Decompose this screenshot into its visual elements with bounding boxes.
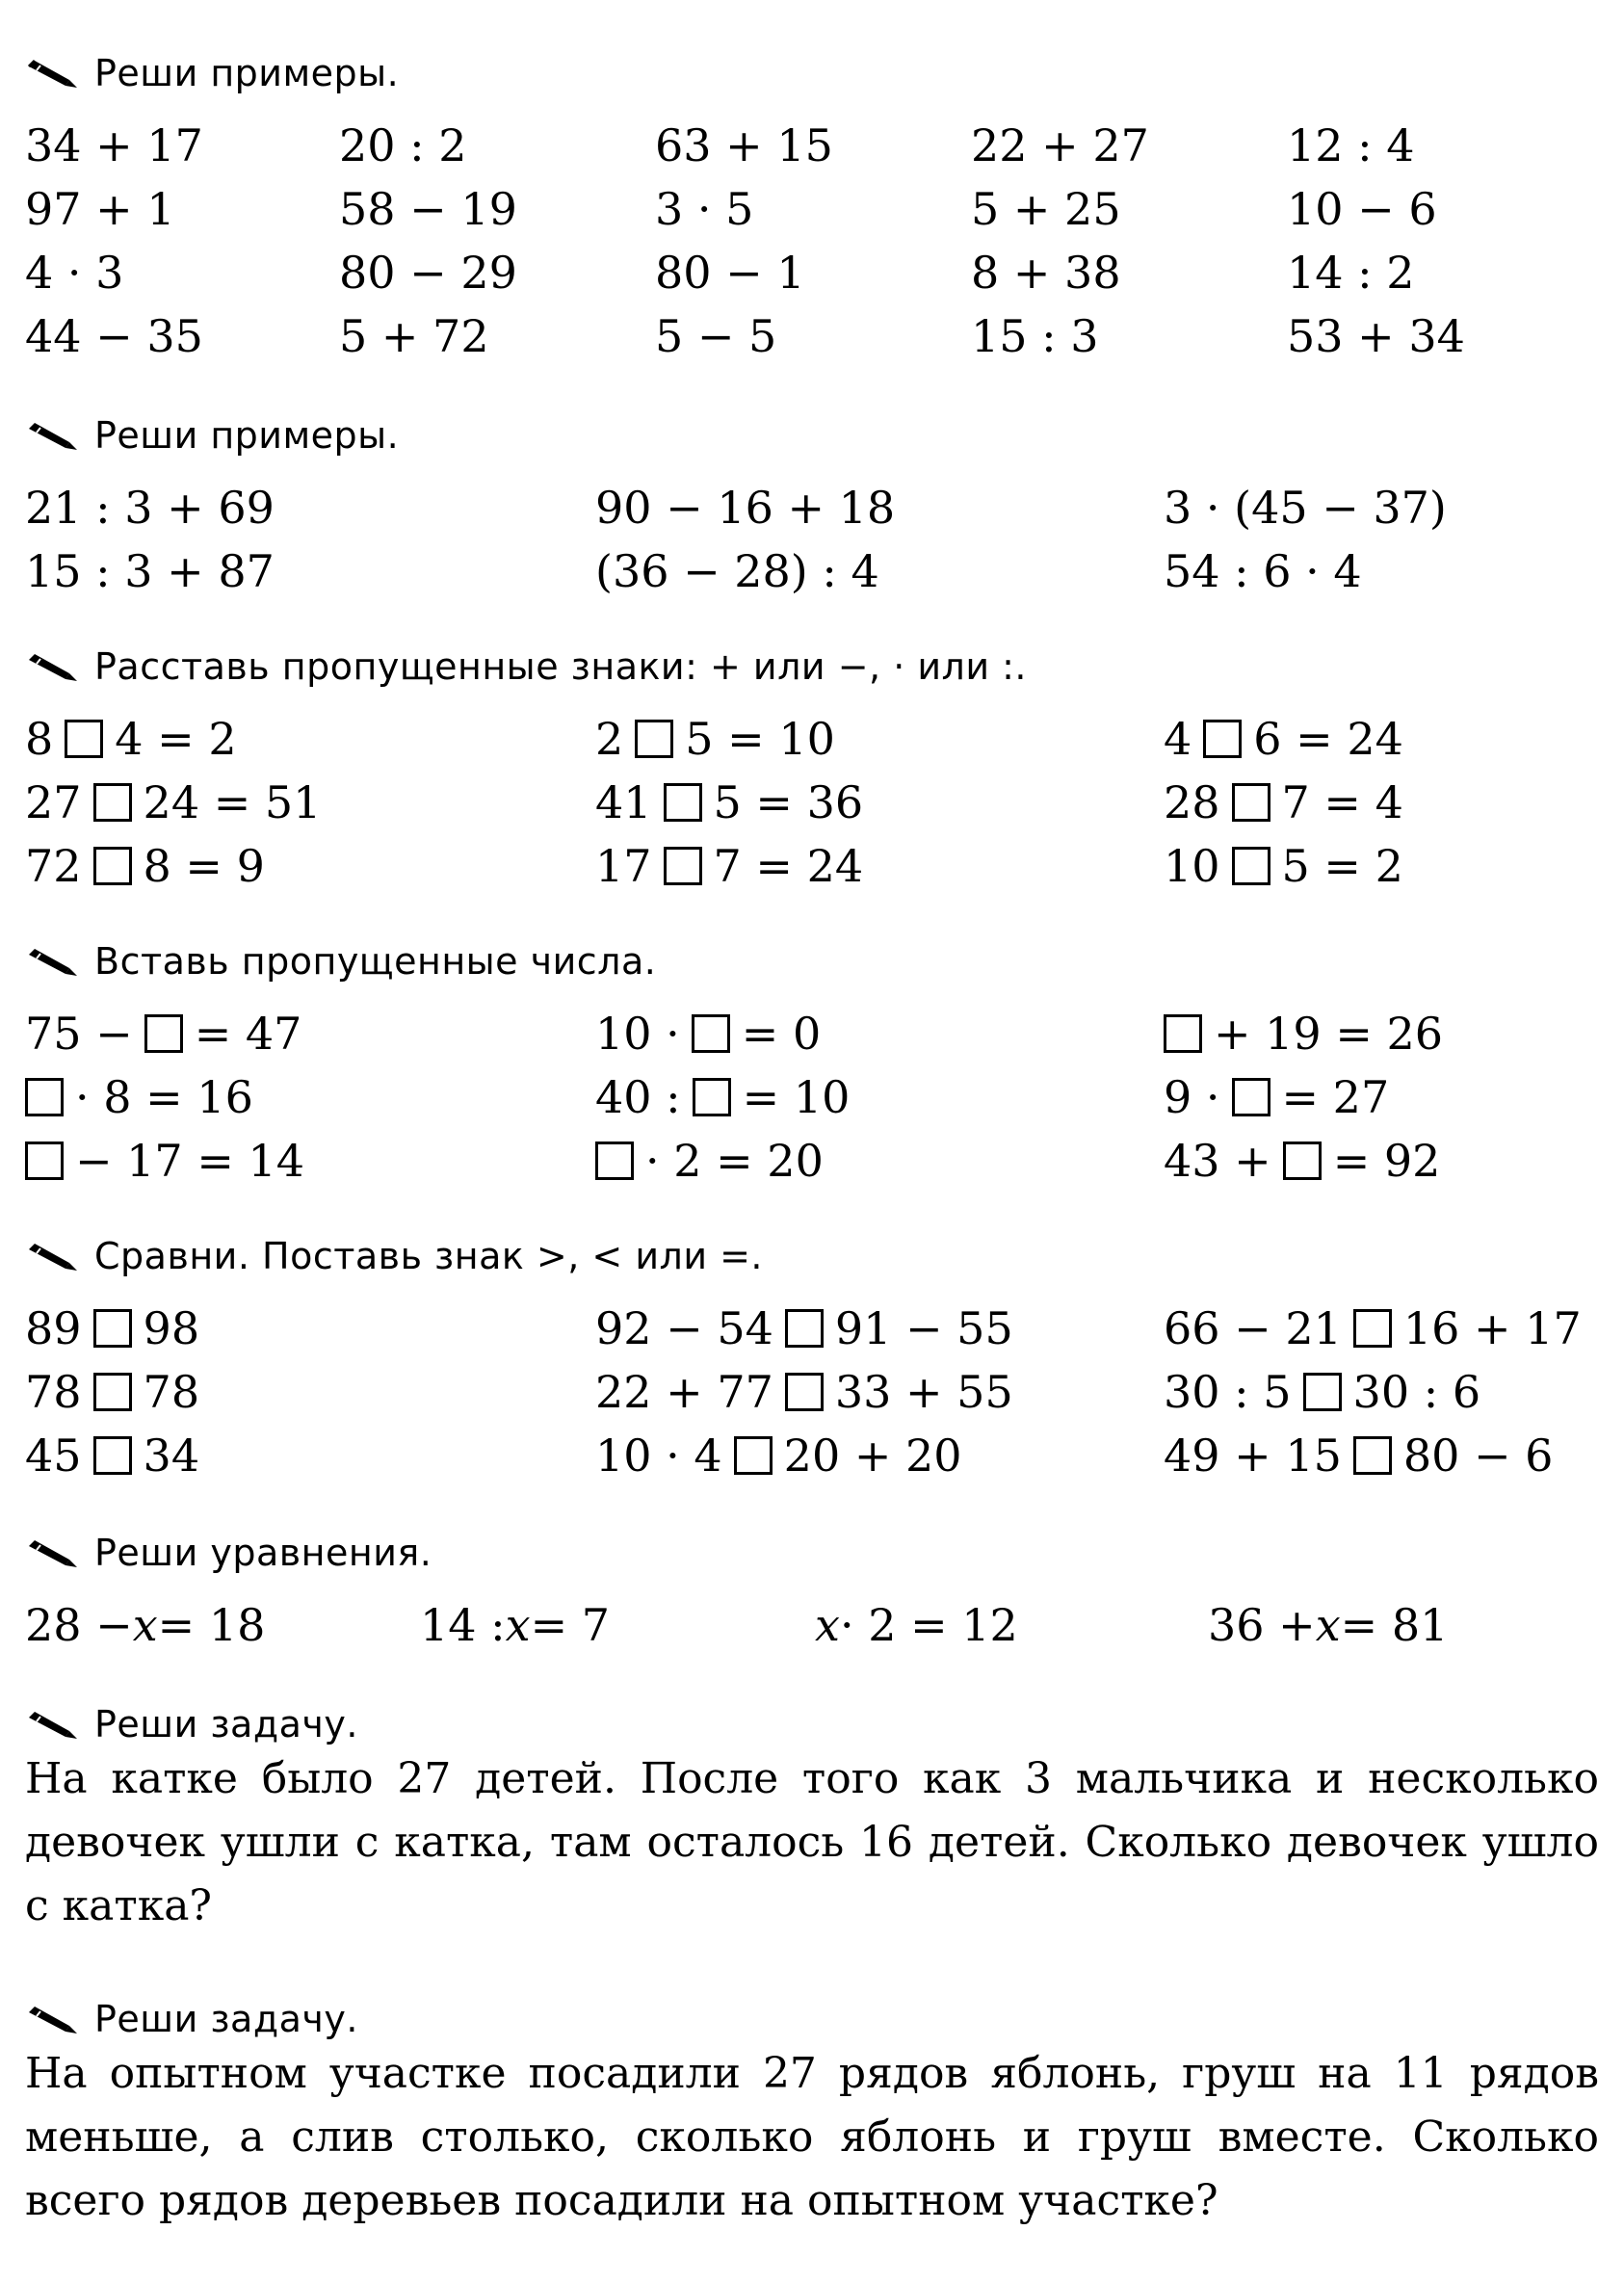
answer-box[interactable] [1203, 720, 1242, 758]
variable-x: x [1315, 1599, 1341, 1651]
sign-exercise [25, 707, 237, 771]
compare-exercise: 66 − 21 16 + 17 [1164, 1302, 1582, 1354]
section-heading-text: Реши уравнения. [94, 1532, 432, 1574]
section-heading-text: Вставь пропущенные числа. [94, 940, 657, 983]
pencil-icon [25, 1708, 81, 1741]
answer-box[interactable] [664, 783, 702, 822]
left-operand: 2 [595, 713, 624, 765]
answer-box[interactable] [93, 1373, 132, 1411]
example-expression: 3 · (45 − 37) [1164, 482, 1447, 534]
section-heading-text: Расставь пропущенные знаки: + или −, · или :. [94, 645, 1027, 688]
example-expression: 53 + 34 [1287, 310, 1465, 362]
answer-box[interactable] [144, 1014, 183, 1053]
answer-box[interactable] [1164, 1014, 1202, 1053]
right-part: 8 = 9 [143, 840, 265, 892]
left-operand: 4 [1164, 713, 1192, 765]
example-expression: 80 − 29 [339, 247, 517, 299]
example-expression: 5 + 72 [339, 310, 489, 362]
example-expression: 22 + 27 [971, 119, 1149, 171]
example-expression: 97 + 1 [25, 183, 175, 235]
section-heading-text: Реши примеры. [94, 414, 400, 457]
example-expression: 54 : 6 · 4 [1164, 545, 1362, 597]
right-part: 4 = 2 [115, 713, 237, 765]
example-expression: 3 · 5 [655, 183, 754, 235]
answer-box[interactable] [65, 720, 103, 758]
example-expression: 34 + 17 [25, 119, 203, 171]
sign-exercise [1164, 707, 1403, 771]
section-heading [25, 46, 399, 100]
example-expression: 4 · 3 [25, 247, 124, 299]
example-expression: 14 : 2 [1287, 247, 1415, 299]
section-heading [25, 1526, 432, 1580]
example-expression: 5 + 25 [971, 183, 1121, 235]
right-part: 6 = 24 [1253, 713, 1403, 765]
compare-exercise: 45 34 [25, 1430, 200, 1482]
section-heading [25, 1229, 763, 1283]
example-expression: 15 : 3 [971, 310, 1099, 362]
answer-box[interactable] [785, 1373, 824, 1411]
answer-box[interactable] [693, 1078, 731, 1116]
answer-box[interactable] [1353, 1436, 1392, 1475]
section-heading [25, 934, 656, 988]
compare-exercise: 78 78 [25, 1366, 200, 1418]
missing-number-exercise: 75 − = 47 [25, 1008, 302, 1060]
answer-box[interactable] [734, 1436, 773, 1475]
right-part: 24 = 51 [143, 776, 322, 828]
section-heading [25, 640, 1027, 694]
answer-box[interactable] [93, 847, 132, 885]
answer-box[interactable] [93, 1309, 132, 1348]
example-expression: 58 − 19 [339, 183, 517, 235]
word-problem-text: На опытном участке посадили 27 рядов яблонь, груш на 11 рядов меньше, а слив столько, сколько яблонь и груш вместе. Сколько всего рядов деревьев посадили на опытном участке? [25, 2049, 1599, 2225]
missing-number-exercise: + 19 = 26 [1164, 1002, 1443, 1065]
compare-exercise: 49 + 15 80 − 6 [1164, 1430, 1554, 1482]
missing-number-exercise: · 2 = 20 [595, 1129, 824, 1193]
answer-box[interactable] [595, 1142, 634, 1180]
pencil-icon [25, 57, 81, 90]
section-heading-text: Реши примеры. [94, 52, 400, 94]
right-part: 5 = 36 [713, 776, 864, 828]
pencil-icon [25, 945, 81, 978]
answer-box[interactable] [1232, 847, 1270, 885]
example-expression: 20 : 2 [339, 119, 467, 171]
answer-box[interactable] [1353, 1309, 1392, 1348]
example-expression: 90 − 16 + 18 [595, 482, 896, 534]
example-expression: 80 − 1 [655, 247, 805, 299]
missing-number-exercise: 40 : = 10 [595, 1071, 851, 1123]
left-operand: 8 [25, 713, 54, 765]
section-heading-text: Реши задачу. [94, 1703, 358, 1745]
compare-exercise: 92 − 54 91 − 55 [595, 1302, 1013, 1354]
example-expression: 10 − 6 [1287, 183, 1437, 235]
pencil-icon [25, 2003, 81, 2035]
equation: 14 : x = 7 [420, 1599, 611, 1651]
right-part: 7 = 24 [713, 840, 864, 892]
sign-exercise [25, 771, 321, 834]
left-operand: 17 [595, 840, 652, 892]
left-operand: 28 [1164, 776, 1220, 828]
word-problem-text: На катке было 27 детей. После того как 3 мальчика и несколько девочек ушли с катка, там осталось 16 детей. Сколько девочек ушло с катка? [25, 1754, 1599, 1930]
missing-number-exercise: 43 + = 92 [1164, 1135, 1441, 1187]
compare-exercise: 22 + 77 33 + 55 [595, 1366, 1013, 1418]
answer-box[interactable] [1232, 1078, 1270, 1116]
sign-exercise [1164, 834, 1403, 898]
answer-box[interactable] [1283, 1142, 1322, 1180]
section-heading-text: Сравни. Поставь знак >, < или =. [94, 1235, 764, 1277]
variable-x: x [505, 1599, 531, 1651]
answer-box[interactable] [25, 1078, 64, 1116]
answer-box[interactable] [1303, 1373, 1342, 1411]
compare-exercise: 89 98 [25, 1302, 200, 1354]
equation: 28 − x = 18 [25, 1599, 266, 1651]
pencil-icon [25, 419, 81, 452]
variable-x: x [132, 1599, 158, 1651]
example-expression: 8 + 38 [971, 247, 1121, 299]
missing-number-exercise: − 17 = 14 [25, 1129, 304, 1193]
answer-box[interactable] [785, 1309, 824, 1348]
compare-exercise: 30 : 5 30 : 6 [1164, 1366, 1481, 1418]
section-heading [25, 1992, 358, 2046]
pencil-icon [25, 1240, 81, 1273]
left-operand: 72 [25, 840, 82, 892]
pencil-icon [25, 1536, 81, 1569]
sign-exercise [1164, 771, 1403, 834]
left-operand: 10 [1164, 840, 1220, 892]
section-heading [25, 1697, 358, 1751]
sign-exercise [595, 707, 835, 771]
section-heading [25, 408, 399, 462]
compare-exercise: 10 · 4 20 + 20 [595, 1430, 962, 1482]
pencil-icon [25, 650, 81, 683]
right-part: 5 = 2 [1281, 840, 1403, 892]
example-expression: 21 : 3 + 69 [25, 482, 275, 534]
answer-box[interactable] [1232, 783, 1270, 822]
answer-box[interactable] [692, 1014, 730, 1053]
answer-box[interactable] [93, 1436, 132, 1475]
right-part: 5 = 10 [685, 713, 835, 765]
example-expression: 44 − 35 [25, 310, 203, 362]
example-expression: (36 − 28) : 4 [595, 545, 879, 597]
equation: 36 + x = 81 [1208, 1599, 1449, 1651]
missing-number-exercise: 9 · = 27 [1164, 1071, 1390, 1123]
answer-box[interactable] [93, 783, 132, 822]
example-expression: 12 : 4 [1287, 119, 1415, 171]
right-part: 7 = 4 [1281, 776, 1403, 828]
missing-number-exercise: · 8 = 16 [25, 1065, 253, 1129]
example-expression: 63 + 15 [655, 119, 833, 171]
answer-box[interactable] [664, 847, 702, 885]
example-expression: 15 : 3 + 87 [25, 545, 275, 597]
answer-box[interactable] [635, 720, 673, 758]
left-operand: 41 [595, 776, 652, 828]
left-operand: 27 [25, 776, 82, 828]
sign-exercise [25, 834, 265, 898]
equation: x · 2 = 12 [815, 1599, 1018, 1651]
variable-x: x [815, 1599, 840, 1651]
section-heading-text: Реши задачу. [94, 1998, 358, 2040]
sign-exercise [595, 771, 863, 834]
sign-exercise [595, 834, 863, 898]
example-expression: 5 − 5 [655, 310, 777, 362]
answer-box[interactable] [25, 1142, 64, 1180]
missing-number-exercise: 10 · = 0 [595, 1008, 822, 1060]
